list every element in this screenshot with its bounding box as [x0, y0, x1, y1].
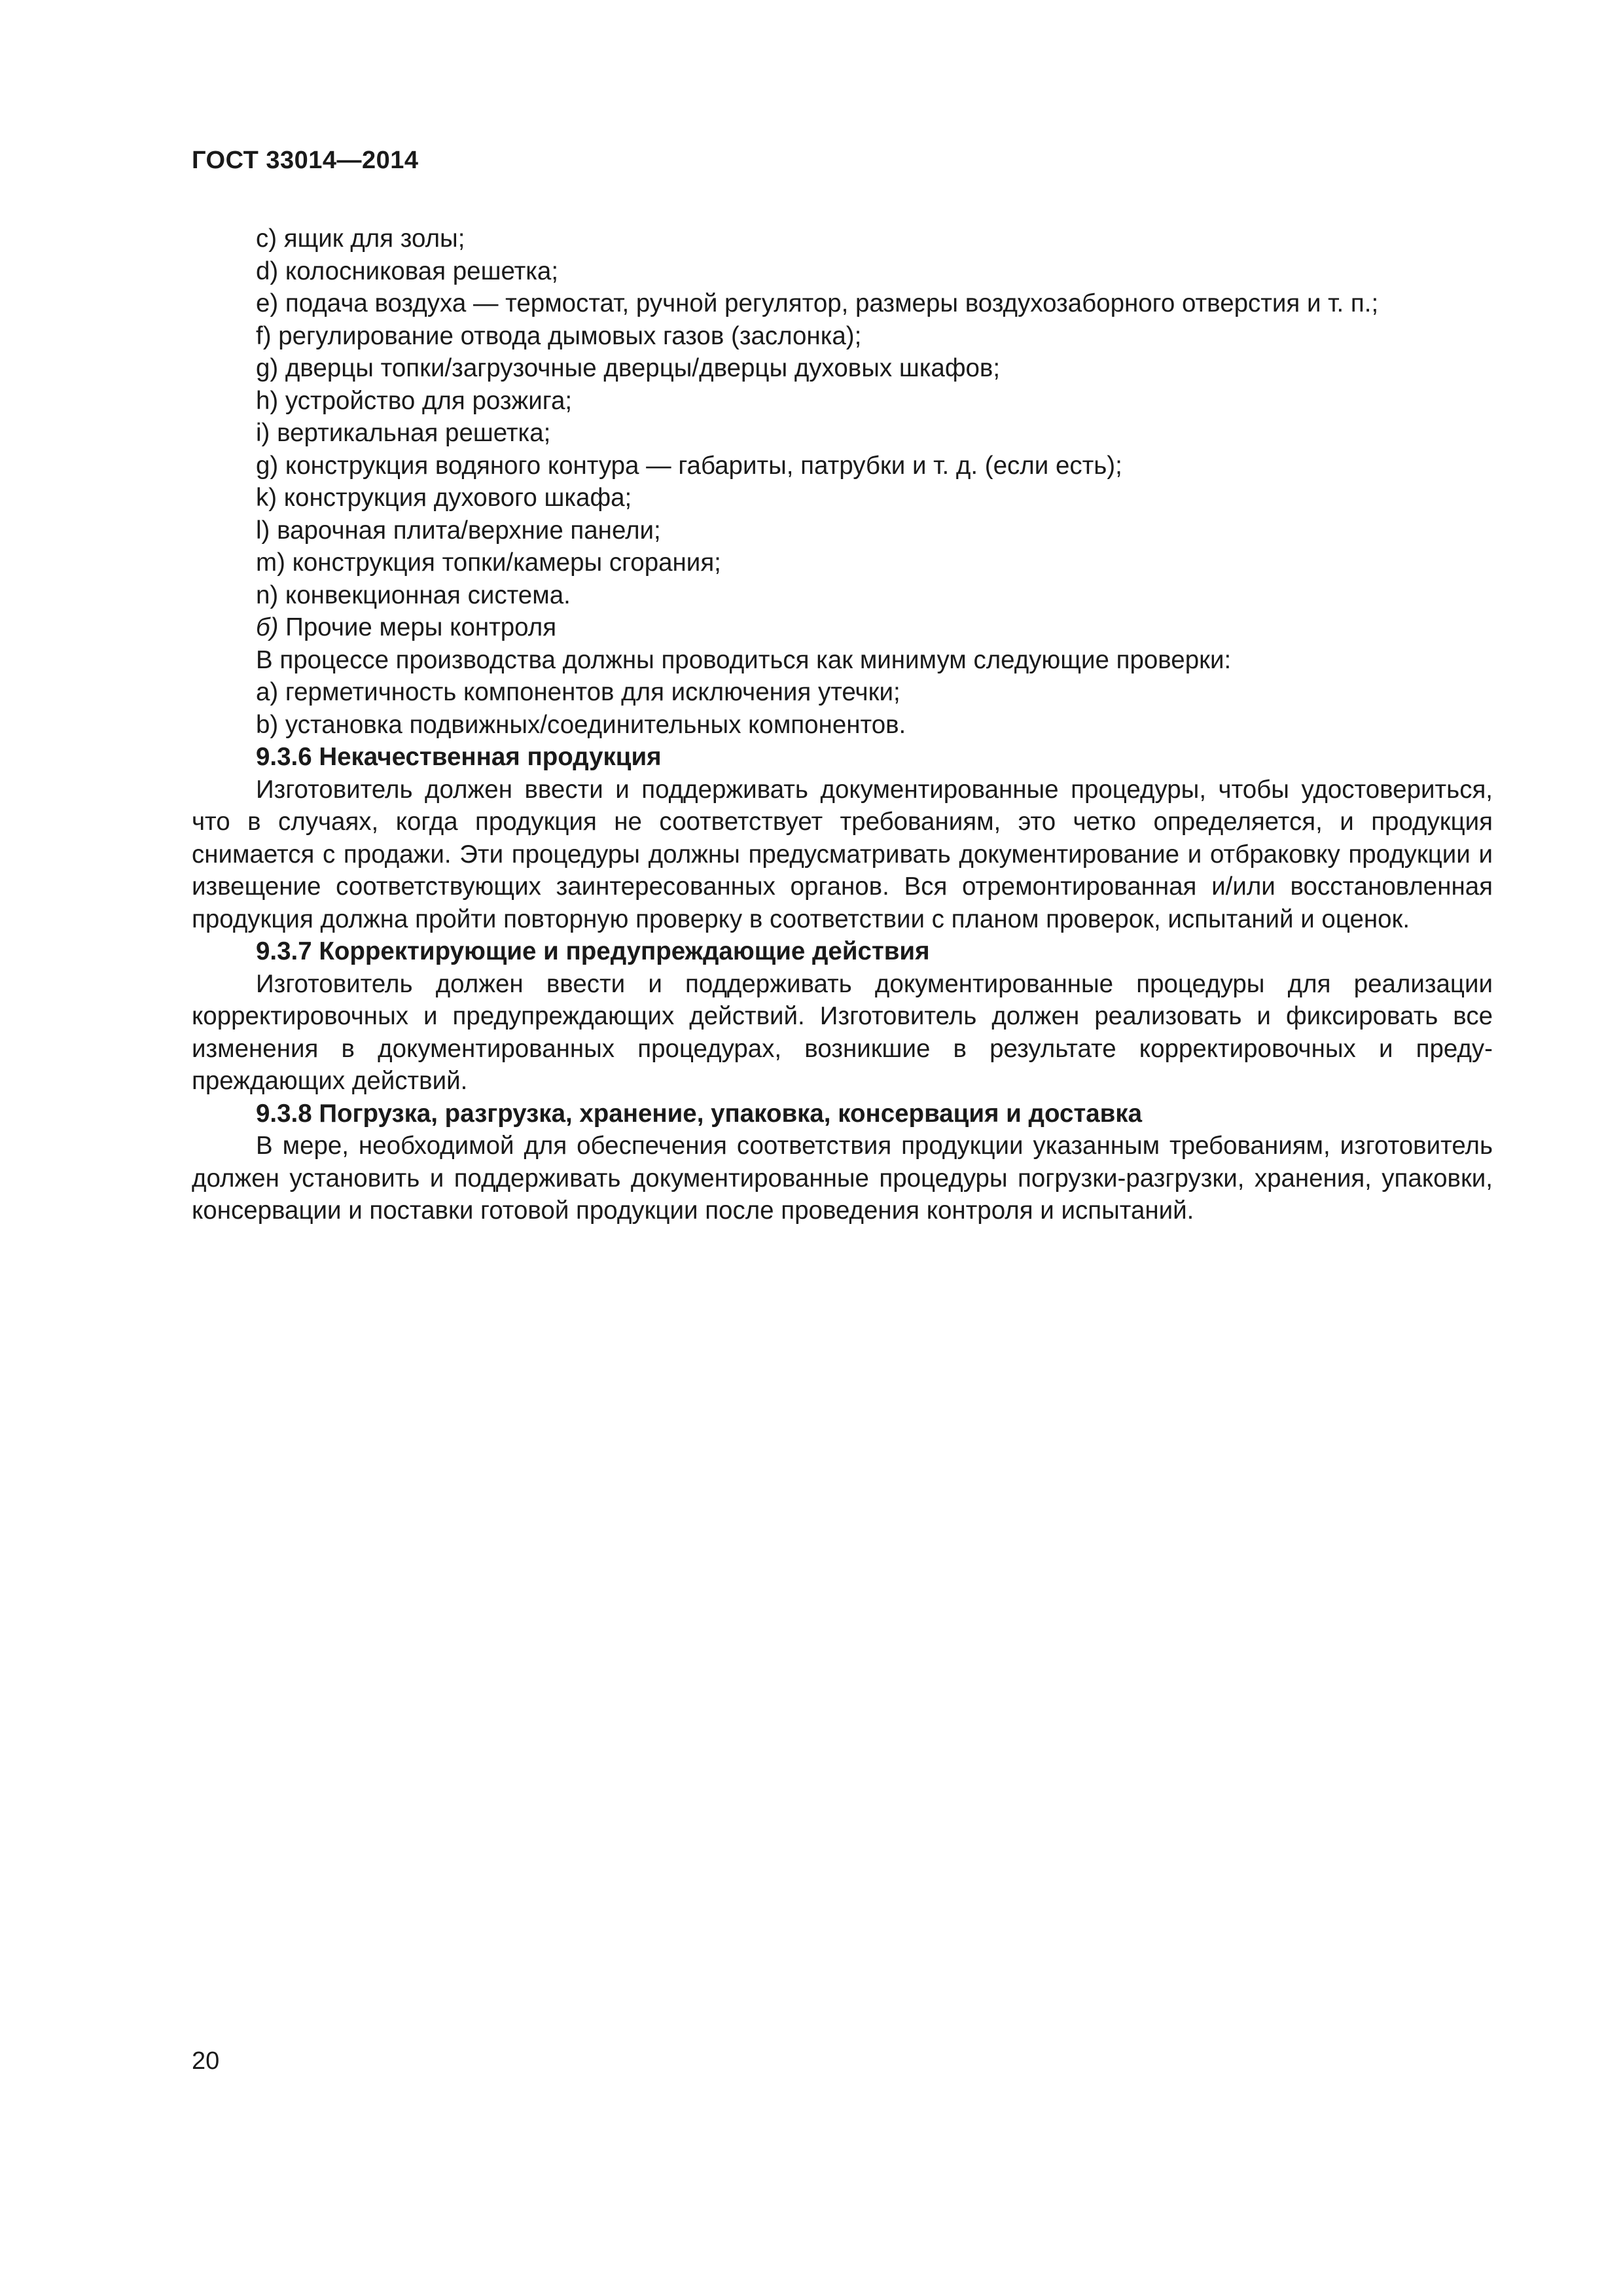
- section-text-9-3-8: В мере, необходимой для обеспечения соответствия продукции указанным требованиям, изготовитель должен установить и поддерживать документированные процедуры погрузки-разгрузки, хранения, упаковки, консервации и поставки готовой продукции после проведения контроля и испытаний.: [192, 1132, 1493, 1225]
- list-item: е) подача воздуха — термостат, ручной регулятор, размеры воздухозаборного отверстия и т. п.;: [256, 289, 1379, 317]
- list-item: l) варочная плита/верхние панели;: [256, 516, 661, 545]
- document-header: ГОСТ 33014—2014: [192, 147, 419, 174]
- section-text-9-3-6: Изготовитель должен ввести и поддерживать документированные процедуры, чтобы удостовериться, что в случаях, когда продукция не соответствует требованиям, это четко определяется, и продукция снимается с продажи. Эти процедуры должны предусматривать документирование и отбраковку продукции и извещение соответствующих заинтересованных органов. Вся отремонтированная и/или восстановленная продукция должна пройти повторную проверку в соответствии с планом проверок, испытаний и оценок.: [192, 775, 1493, 933]
- section-text-9-3-7: Изготовитель должен ввести и поддерживать документированные процедуры для реализации корректировочных и предупреждающих действий. Изготовитель должен реализовать и фиксировать все изменения в документированных процедурах, возникшие в результате корректировочных и предупреждающих действий.: [192, 969, 1493, 1095]
- subsection-title-text: Прочие меры контроля: [278, 613, 557, 641]
- list-item: b) установка подвижных/соединительных компонентов.: [256, 710, 906, 739]
- list-item: d) колосниковая решетка;: [256, 257, 559, 285]
- list-item: m) конструкция топки/камеры сгорания;: [256, 548, 721, 577]
- list-item: h) устройство для розжига;: [256, 386, 573, 415]
- subsection-intro: В процессе производства должны проводиться как минимум следующие проверки:: [256, 645, 1232, 674]
- section-heading-9-3-7: 9.3.7 Корректирующие и предупреждающие действия: [256, 937, 930, 965]
- subsection-title: [192, 611, 1493, 644]
- list-item: a) герметичность компонентов для исключения утечки;: [256, 678, 901, 706]
- section-heading-9-3-6: 9.3.6 Некачественная продукция: [256, 743, 662, 771]
- list-item: с) ящик для золы;: [256, 224, 465, 253]
- list-item: g) конструкция водяного контура — габариты, патрубки и т. д. (если есть);: [256, 451, 1122, 480]
- page-number: 20: [192, 2047, 220, 2075]
- document-body: [192, 223, 1493, 1227]
- list-item: g) дверцы топки/загрузочные дверцы/дверцы духовых шкафов;: [256, 354, 1001, 382]
- list-item: i) вертикальная решетка;: [256, 419, 551, 447]
- subsection-marker: б): [256, 613, 279, 641]
- list-item: k) конструкция духового шкафа;: [256, 484, 632, 512]
- list-item: f) регулирование отвода дымовых газов (заслонка);: [256, 321, 862, 350]
- section-heading-9-3-8: 9.3.8 Погрузка, разгрузка, хранение, упаковка, консервация и доставка: [256, 1099, 1142, 1128]
- list-item: n) конвекционная система.: [256, 581, 571, 609]
